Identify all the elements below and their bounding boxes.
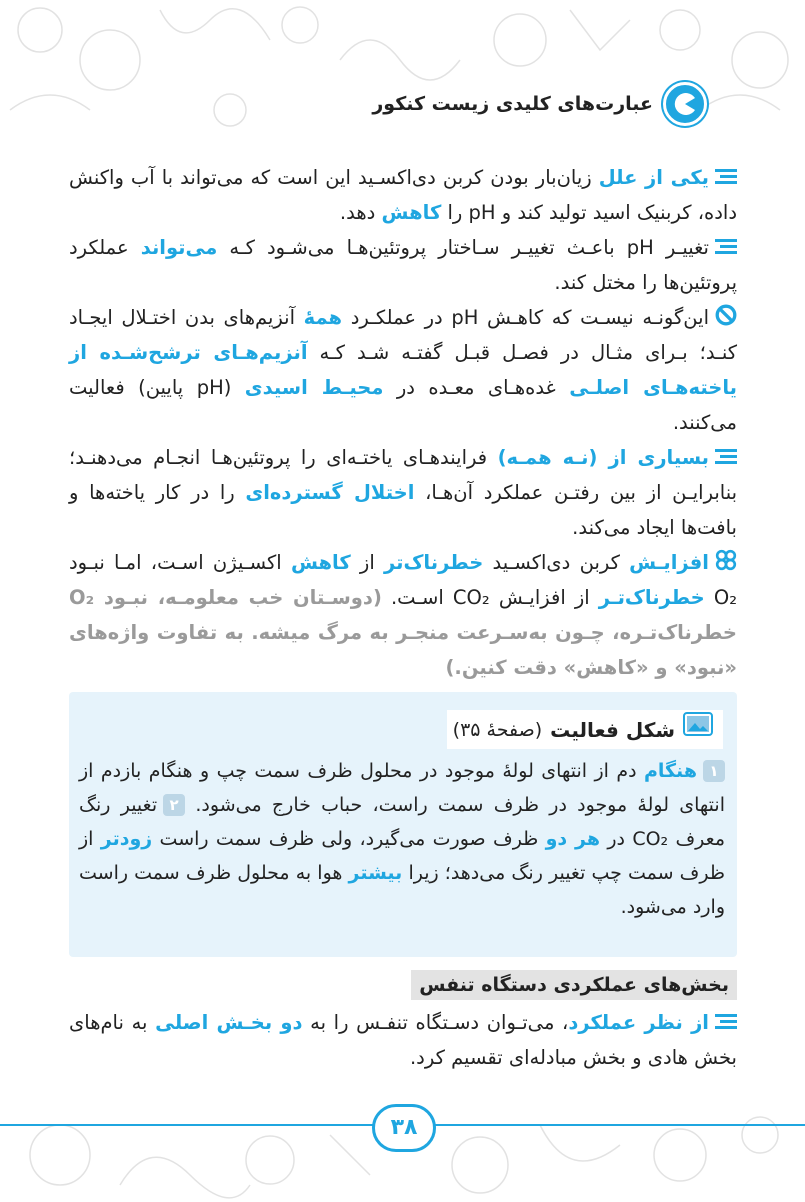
highlight-text: محیـط اسیدی [244, 376, 384, 399]
highlight-text: یکی از علل [598, 166, 709, 189]
aside-note: (دوسـتان خب معلومـه، نبـود O₂ خطرناک‌تـره، چـون به‌سـرعت منجـر به مرگ میشه. به تفاوت واژه‌های «نبود» و «کاهش» دقت کنین.) [69, 586, 737, 679]
highlight-text: بیشتر [348, 862, 403, 884]
body-text: ظرف صورت می‌گیرد، ولی ظرف سمت راست [152, 828, 546, 850]
list-icon [715, 1007, 737, 1025]
highlight-text: بسیاری از (نـه همـه) [497, 446, 709, 469]
paragraph [69, 1005, 737, 1075]
highlight-text: از نظر عملکرد [568, 1011, 709, 1034]
activity-box [69, 692, 737, 957]
highlight-text: هنگام [643, 760, 697, 782]
body-text: تغییـر pH باعـث تغییـر سـاختار پروتئین‌هـا می‌شـود کـه [217, 236, 709, 259]
body-text: آنزیم‌های بدن اختـلال ایجـاد کنـد؛ بـرای مثـال در فصـل قبـل گفتـه شـد کـه [69, 306, 737, 364]
body-text: از افزایـش CO₂ اسـت. [381, 586, 599, 609]
activity-header [447, 710, 723, 749]
body-text: هوا به محلول ظرف سمت راست وارد می‌شود. [79, 862, 725, 918]
body-text: از [350, 551, 384, 574]
highlight-text: دو بخـش اصلی [155, 1011, 303, 1034]
highlight-text: اختلال گسترده‌ای [245, 481, 415, 504]
activity-title: شکل فعالیت [550, 717, 675, 742]
main-text [69, 160, 737, 685]
closing-text [69, 1005, 737, 1075]
pacman-logo-icon [663, 82, 707, 126]
brain-icon [715, 547, 737, 565]
chapter-header [372, 82, 707, 126]
highlight-text: افزایـش [629, 551, 709, 574]
paragraph [69, 440, 737, 545]
body-text: زیان‌بار بودن کربن دی‌اکسـید این است که می‌تواند با آب واکنش داده، کربنیک اسید تولید کند و pH را [69, 166, 737, 224]
header-title: عبارت‌های کلیدی زیست کنکور [372, 93, 653, 115]
body-text: عملکرد پروتئین‌ها را مختل کند. [69, 236, 737, 294]
activity-page-ref: (صفحهٔ ۳۵) [452, 718, 543, 741]
body-text: کربن دی‌اکسـید [483, 551, 630, 574]
body-text: این‌گونـه نیسـت که کاهـش pH در عملکـرد [342, 306, 709, 329]
body-text: از ظرف سمت چپ تغییر رنگ می‌دهد؛ زیرا [79, 828, 725, 884]
image-icon [683, 712, 713, 747]
highlight-text: همهٔ [303, 306, 343, 329]
highlight-text: کاهش [381, 201, 442, 224]
highlight-text: خطرناک‌تر [384, 551, 484, 574]
no-icon [715, 302, 737, 320]
paragraph [69, 230, 737, 300]
body-text: دم از انتهای لولهٔ موجود در محلول ظرف سمت چپ و هنگام بازدم از انتهای لولهٔ موجود در ظرف سمت راست، حباب خارج می‌شود. [79, 760, 725, 816]
doodle-header-background [0, 0, 805, 150]
highlight-text: زودتر [100, 828, 153, 850]
body-text: تغییر رنگ معرف CO₂ در [79, 794, 726, 850]
body-text: به نام‌های بخش هادی و بخش مبادله‌ای تقسیم کرد. [69, 1011, 737, 1069]
activity-body [79, 754, 725, 924]
highlight-text: می‌تواند [140, 236, 218, 259]
body-text: اکسـیژن اسـت، امـا نبـود O₂ [69, 551, 738, 609]
paragraph [69, 545, 737, 685]
body-text: را در کار یاخته‌ها و بافت‌ها ایجاد می‌کند. [69, 481, 737, 539]
body-text: غده‌هـای معـده در [383, 376, 570, 399]
section-title: بخش‌های عملکردی دستگاه تنفس [411, 970, 737, 1000]
body-text: دهد. [339, 201, 382, 224]
item-number-badge: ۲ [163, 794, 185, 816]
highlight-text: کاهش [290, 551, 351, 574]
paragraph [69, 300, 737, 440]
list-icon [715, 442, 737, 460]
paragraph [69, 160, 737, 230]
highlight-text: خطرناک‌تـر [598, 586, 705, 609]
list-icon [715, 162, 737, 180]
highlight-text: هر دو [545, 828, 601, 850]
page-number: ۳۸ [372, 1104, 436, 1152]
item-number-badge: ۱ [703, 760, 725, 782]
body-text: ، می‌تـوان دسـتگاه تنفـس را به [302, 1011, 569, 1034]
body-text: فرایندهـای یاختـه‌ای را پروتئین‌هـا انجـام می‌دهنـد؛ بنابرایـن از بین رفتـن عملکرد آن‌هـا، [69, 446, 738, 504]
body-text: (pH پایین) فعالیت می‌کنند. [69, 376, 737, 434]
highlight-text: آنزیم‌هـای ترشح‌شـده از یاخته‌هـای اصلـی [69, 341, 737, 399]
page-footer [0, 1095, 805, 1155]
list-icon [715, 232, 737, 250]
